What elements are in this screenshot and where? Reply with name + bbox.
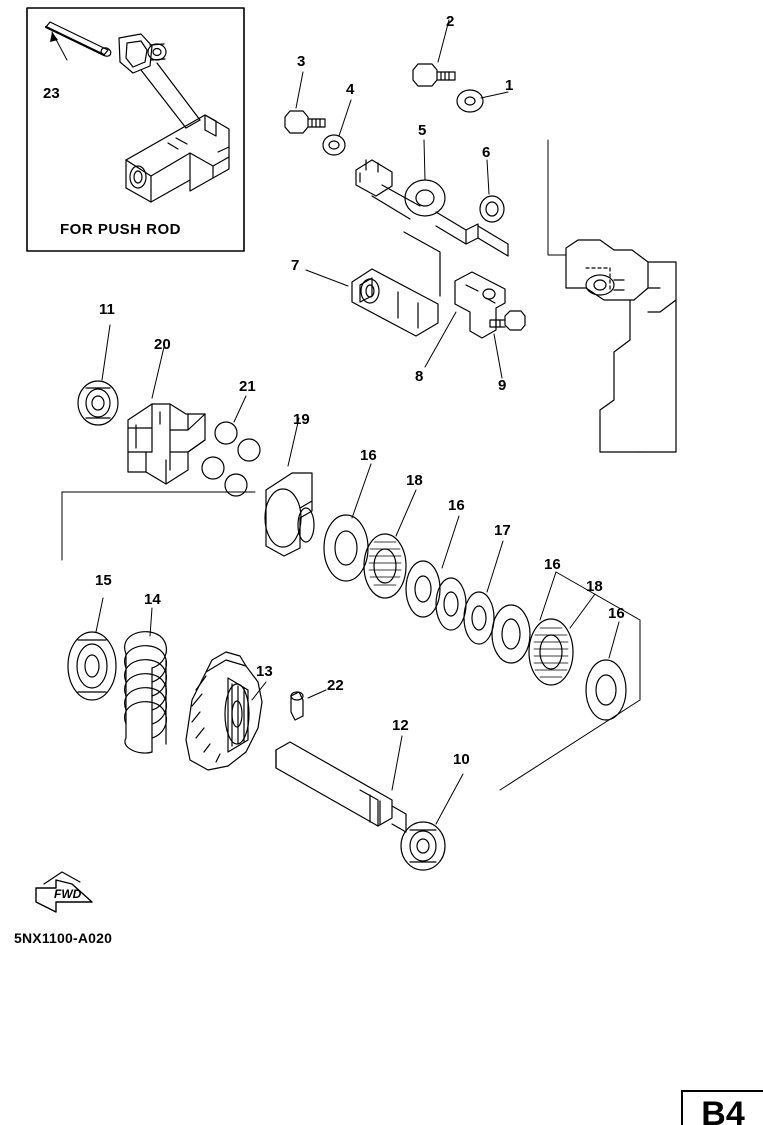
callout-7: 7 bbox=[291, 257, 300, 274]
shaft-assembly bbox=[68, 598, 463, 870]
callout-16b: 16 bbox=[448, 497, 465, 514]
callout-3: 3 bbox=[297, 53, 306, 70]
callout-13: 13 bbox=[256, 663, 273, 680]
callout-10: 10 bbox=[453, 751, 470, 768]
fwd-label: FWD bbox=[54, 887, 82, 901]
callout-22: 22 bbox=[327, 677, 344, 694]
callout-23: 23 bbox=[43, 85, 60, 102]
page-badge: B4 bbox=[681, 1090, 763, 1125]
push-rod-inset bbox=[27, 8, 244, 251]
drive-gear bbox=[186, 652, 262, 770]
callout-2: 2 bbox=[446, 13, 455, 30]
callout-19: 19 bbox=[293, 411, 310, 428]
callout-21: 21 bbox=[239, 378, 256, 395]
callout-8: 8 bbox=[415, 368, 424, 385]
callout-16d: 16 bbox=[608, 605, 625, 622]
top-shift-assembly bbox=[285, 20, 676, 452]
part-code-label: 5NX1100-A020 bbox=[14, 930, 113, 946]
callout-12: 12 bbox=[392, 717, 409, 734]
callout-9: 9 bbox=[498, 377, 507, 394]
callout-18b: 18 bbox=[586, 578, 603, 595]
callout-18a: 18 bbox=[406, 472, 423, 489]
spring bbox=[125, 632, 167, 753]
callout-15: 15 bbox=[95, 572, 112, 589]
callout-6: 6 bbox=[482, 144, 491, 161]
callout-4: 4 bbox=[346, 81, 355, 98]
callout-17: 17 bbox=[494, 522, 511, 539]
callout-14: 14 bbox=[144, 591, 161, 608]
callout-11: 11 bbox=[99, 301, 115, 318]
callout-20: 20 bbox=[154, 336, 171, 353]
callout-5: 5 bbox=[418, 122, 427, 139]
inset-title: FOR PUSH ROD bbox=[60, 221, 182, 238]
callout-16c: 16 bbox=[544, 556, 561, 573]
callout-16a: 16 bbox=[360, 447, 377, 464]
callout-1: 1 bbox=[505, 77, 514, 94]
